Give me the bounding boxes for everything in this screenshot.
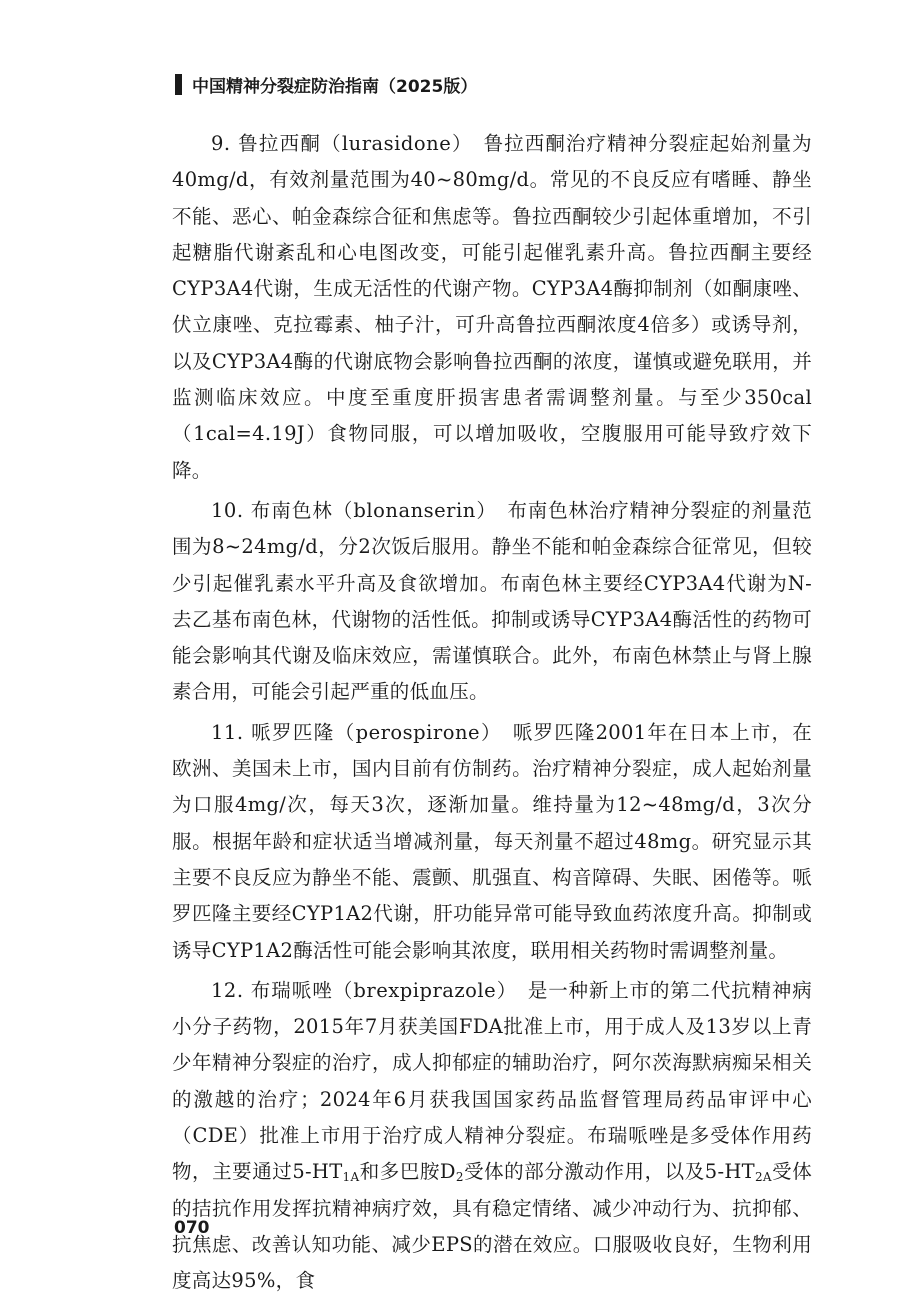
paragraph-text: 哌罗匹隆2001年在日本上市，在欧洲、美国未上市，国内目前有仿制药。治疗精神分裂症，成人起始剂量为口服4mg/次，每天3次，逐渐加量。维持量为12~48mg/d，3次分服。根据年龄和症状适当增减剂量，每天剂量不超过48mg。研究显示其主要不良反应为静坐不能、震颤、肌强直、构音障碍、失眠、困倦等。哌罗匹隆主要经CYP1A2代谢，肝功能异常可能导致血药浓度升高。抑制或诱导CYP1A2酶活性可能会影响其浓度，联用相关药物时需调整剂量。	[172, 720, 812, 962]
subscript: 2	[455, 1170, 464, 1185]
page-body	[172, 126, 812, 1304]
drug-heading: 12. 布瑞哌唑（brexpiprazole）	[211, 978, 508, 1002]
page-number: 070	[174, 1218, 210, 1238]
paragraph-text: 是一种新上市的第二代抗精神病小分子药物，2015年7月获美国FDA批准上市，用于成人及13岁以上青少年精神分裂症的治疗，成人抑郁症的辅助治疗，阿尔茨海默病痴呆相关的激越的治疗；2024年6月获我国国家药品监督管理局药品审评中心（CDE）批准上市用于治疗成人精神分裂症。布瑞哌唑是多受体作用药物，主要通过5-HT	[172, 978, 812, 1184]
subscript: 1A	[342, 1170, 360, 1185]
subscript: 2A	[754, 1170, 772, 1185]
paragraph-brexpiprazole	[172, 973, 812, 1300]
paragraph-text: 受体的部分激动作用，以及5-HT	[463, 1160, 755, 1184]
drug-heading: 11. 哌罗匹隆（perospirone）	[211, 720, 493, 744]
paragraph-text: 受体的拮抗作用发挥抗精神病疗效，具有稳定情绪、减少冲动行为、抗抑郁、抗焦虑、改善认知功能、减少EPS的潜在效应。口服吸收良好，生物利用度高达95%，食	[172, 1160, 812, 1293]
header-bar-mark	[175, 74, 182, 95]
paragraph-text: 鲁拉西酮治疗精神分裂症起始剂量为40mg/d，有效剂量范围为40~80mg/d。常见的不良反应有嗜睡、静坐不能、恶心、帕金森综合征和焦虑等。鲁拉西酮较少引起体重增加，不引起糖脂代谢紊乱和心电图改变，可能引起催乳素升高。鲁拉西酮主要经CYP3A4代谢，生成无活性的代谢产物。CYP3A4酶抑制剂（如酮康唑、伏立康唑、克拉霉素、柚子汁，可升高鲁拉西酮浓度4倍多）或诱导剂，以及CYP3A4酶的代谢底物会影响鲁拉西酮的浓度，谨慎或避免联用，并监测临床效应。中度至重度肝损害患者需调整剂量。与至少350cal（1cal=4.19J）食物同服，可以增加吸收，空腹服用可能导致疗效下降。	[172, 132, 812, 482]
drug-heading: 10. 布南色林（blonanserin）	[211, 498, 488, 522]
running-header	[175, 72, 477, 97]
drug-heading: 9. 鲁拉西酮（lurasidone）	[211, 132, 464, 155]
paragraph-text: 和多巴胺D	[359, 1160, 456, 1184]
paragraph-perospirone	[172, 715, 812, 969]
paragraph-blonanserin	[172, 493, 812, 711]
running-title: 中国精神分裂症防治指南（2025版）	[192, 77, 478, 97]
paragraph-lurasidone	[172, 126, 812, 489]
paragraph-text: 布南色林治疗精神分裂症的剂量范围为8~24mg/d，分2次饭后服用。静坐不能和帕金森综合征常见，但较少引起催乳素水平升高及食欲增加。布南色林主要经CYP3A4代谢为N-去乙基布南色林，代谢物的活性低。抑制或诱导CYP3A4酶活性的药物可能会影响其代谢及临床效应，需谨慎联合。此外，布南色林禁止与肾上腺素合用，可能会引起严重的低血压。	[172, 498, 812, 704]
